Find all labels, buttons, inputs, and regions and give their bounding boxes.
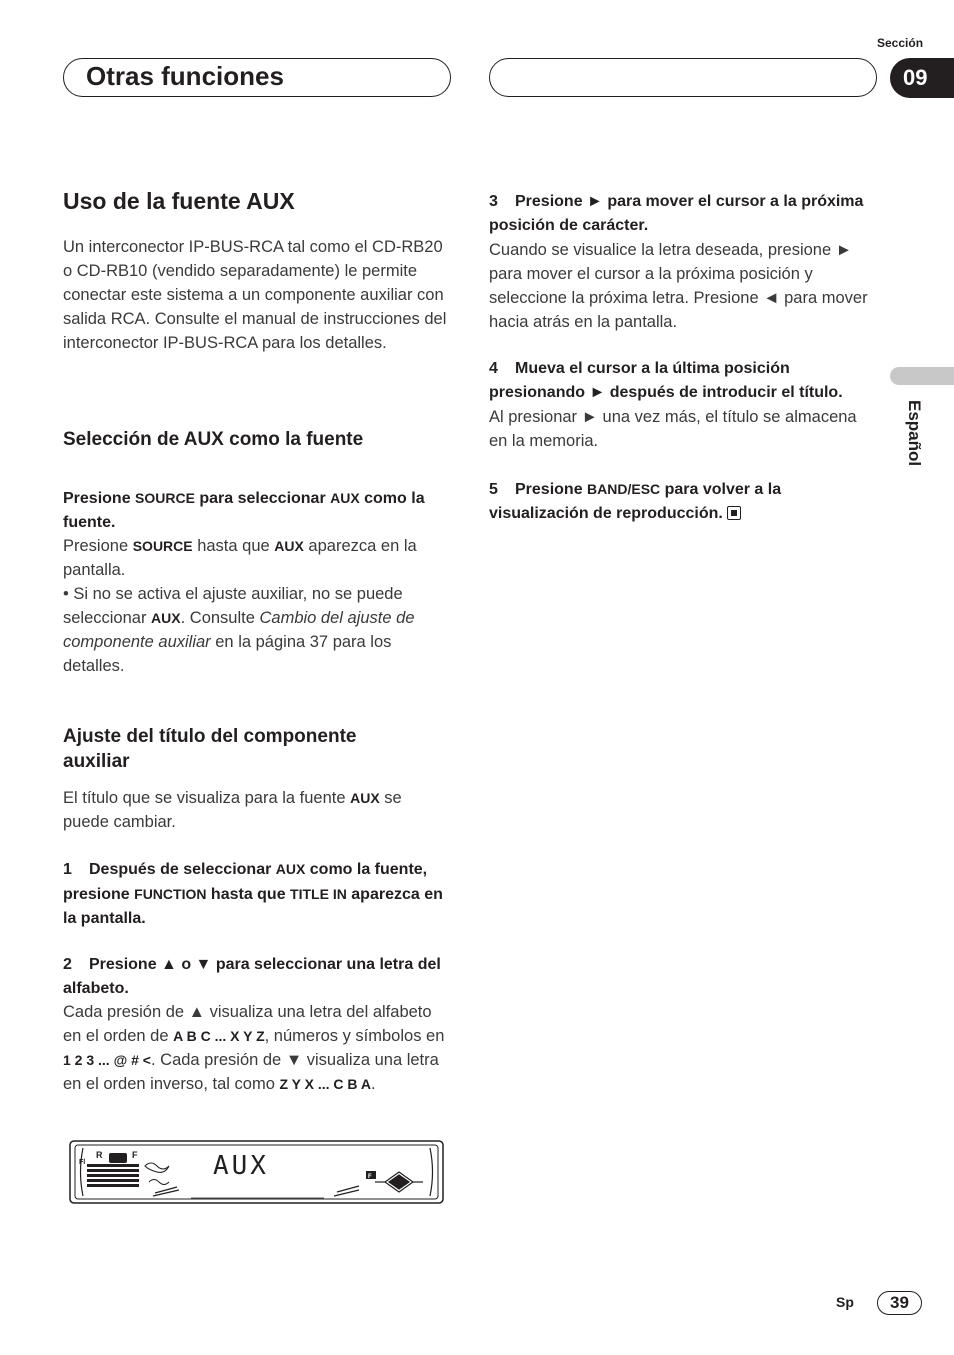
f-badge: F	[368, 1174, 372, 1180]
text-run: para seleccionar	[194, 490, 331, 507]
step-1	[63, 857, 453, 931]
alphabet-sequence: A B C ... X Y Z	[173, 1028, 265, 1044]
text-run: se puede cambiar.	[63, 789, 402, 831]
aux-label: AUX	[330, 490, 360, 506]
step-3	[489, 190, 864, 238]
step-2	[63, 953, 453, 1001]
source-key-label: SOURCE	[132, 538, 193, 554]
page-number: 39	[877, 1291, 922, 1315]
select-aux-instruction	[63, 486, 453, 535]
language-code: Sp	[836, 1294, 854, 1310]
text-run: aparezca en la pantalla.	[63, 886, 443, 927]
text-run: como la fuente.	[63, 490, 425, 531]
header-title-frame	[63, 58, 451, 97]
section-label: Sección	[877, 36, 924, 50]
text-run: .	[371, 1075, 376, 1093]
text-run: aparezca en la pantalla.	[63, 537, 417, 579]
intro-paragraph: Un interconector IP-BUS-RCA tal como el CD-RB20 o CD-RB10 (vendido separadamente) le permite conectar este sistema a un componente auxiliar con salida RCA. Consulte el manual de instrucciones del interconector IP-BUS-RCA para los detalles.	[63, 238, 447, 352]
step-4	[489, 357, 864, 405]
text-run: para volver a la visualización de reproducción.	[489, 481, 782, 522]
text-run: Presione	[515, 481, 588, 498]
step-4-body: Al presionar ► una vez más, el título se almacena en la memoria.	[489, 408, 857, 450]
step-number: 1	[63, 861, 72, 878]
step-3-body: Cuando se visualice la letra deseada, presione ► para mover el cursor a la próxima posición y seleccione la próxima letra. Presione ◄ para mover hacia atrás en la pantalla.	[489, 241, 868, 331]
cross-reference-link: Cambio del ajuste de componente auxiliar	[63, 609, 415, 651]
text-run: hasta que	[206, 886, 291, 903]
symbol-sequence: 1 2 3 ... @ # <	[63, 1052, 151, 1068]
title-adjust-intro	[63, 786, 448, 834]
text-run: hasta que	[192, 537, 275, 555]
select-aux-heading: Selección de AUX como la fuente	[63, 429, 364, 450]
step-number: 2	[63, 956, 72, 973]
lcd-display-svg	[69, 1140, 444, 1204]
text-run: como la fuente, presione	[63, 861, 428, 903]
select-aux-body	[63, 534, 453, 582]
end-of-section-icon	[727, 506, 741, 520]
title-in-label: TITLE IN	[290, 886, 347, 902]
step-number: 3	[489, 193, 498, 210]
lcd-display-illustration	[69, 1140, 444, 1204]
step-number: 4	[489, 360, 498, 377]
text-run: , números y símbolos en	[264, 1027, 445, 1045]
select-aux-note	[63, 582, 453, 678]
aux-label: AUX	[274, 538, 304, 554]
page-header-title: Otras funciones	[86, 61, 284, 91]
source-key-label: SOURCE	[135, 490, 195, 506]
text-run: en la página 37 para los detalles.	[63, 633, 392, 675]
aux-label: AUX	[275, 861, 306, 877]
text-run: . Cada presión de ▼ visualiza una letra en el orden inverso, tal como	[63, 1051, 439, 1093]
r-indicator: R	[96, 1150, 103, 1160]
section-number: 09	[890, 58, 954, 98]
text-run: Presione ▲ o ▼ para seleccionar una letra del alfabeto.	[63, 956, 441, 997]
text-run: El título que se visualiza para la fuente	[63, 789, 351, 807]
language-tab	[890, 367, 954, 385]
text-run: Mueva el cursor a la última posición presionando ► después de introducir el título.	[489, 360, 843, 401]
step-5	[489, 477, 864, 526]
reverse-alphabet-sequence: Z Y X ... C B A	[279, 1076, 371, 1092]
text-run: • Si no se activa el ajuste auxiliar, no se puede seleccionar	[63, 585, 403, 627]
function-key-label: FUNCTION	[134, 886, 207, 902]
band-esc-key-label: BAND/ESC	[587, 481, 661, 497]
step-number: 5	[489, 481, 498, 498]
fl-indicator: Fl	[79, 1159, 86, 1166]
text-run: Presione ► para mover el cursor a la próxima posición de carácter.	[489, 193, 864, 234]
text-run: Después de seleccionar	[89, 861, 276, 878]
text-run: Presione	[63, 490, 136, 507]
title-adjust-heading: Ajuste del título del componente auxiliar	[63, 726, 357, 772]
step-2-body	[63, 1000, 453, 1096]
text-run: . Consulte	[180, 609, 260, 627]
aux-label: AUX	[350, 790, 380, 806]
language-label: Español	[905, 400, 924, 467]
main-title: Uso de la fuente AUX	[63, 188, 295, 214]
lcd-main-text: AUX	[213, 1151, 269, 1181]
text-run: Cada presión de ▲ visualiza una letra del alfabeto en el orden de	[63, 1003, 432, 1045]
header-empty-frame	[489, 58, 877, 97]
f-indicator: F	[132, 1150, 138, 1160]
text-run: Presione	[63, 537, 133, 555]
aux-label: AUX	[151, 610, 181, 626]
